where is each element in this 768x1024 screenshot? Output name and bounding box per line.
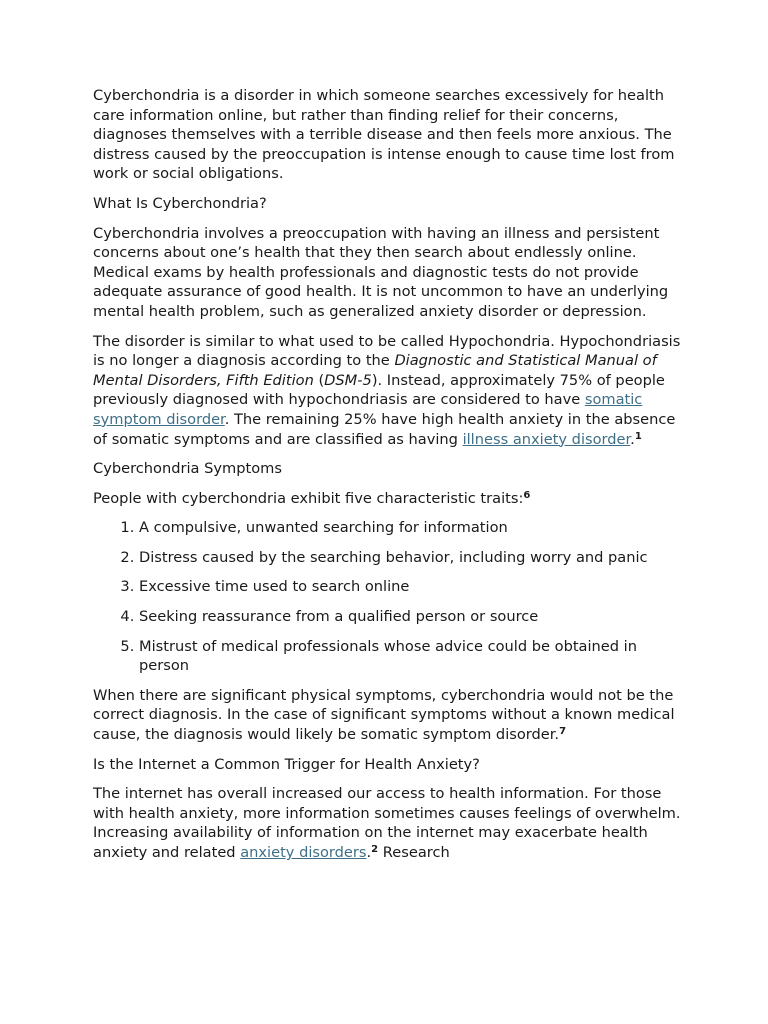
- list-item: 4. Seeking reassurance from a qualified person or source: [139, 607, 683, 627]
- list-item: 2. Distress caused by the searching behavior, including worry and panic: [139, 548, 683, 568]
- text-run: People with cyberchondria exhibit five characteristic traits:: [93, 489, 524, 507]
- citation-marker[interactable]: 7: [559, 726, 567, 738]
- traits-list: [93, 518, 683, 676]
- anxiety-disorders-link[interactable]: anxiety disorders: [240, 844, 367, 861]
- illness-anxiety-disorder-link[interactable]: illness anxiety disorder: [462, 430, 631, 448]
- section-heading-what-is: What Is Cyberchondria?: [93, 194, 267, 212]
- text-run: The internet has overall increased our access to health information. For those with health anxiety, more information sometimes causes feelings of overwhelm. Increasing availability of information on the internet may exacerbate health anxiety and related: [93, 785, 681, 861]
- list-item: 3. Excessive time used to search online: [139, 577, 683, 597]
- citation-marker[interactable]: 1: [634, 430, 642, 442]
- dsm-title: Diagnostic and Statistical Manual of Mental Disorders, Fifth Edition: [93, 352, 657, 389]
- somatic-symptom-disorder-link[interactable]: somatic symptom disorder: [93, 391, 643, 428]
- hypochondria-paragraph: [93, 332, 683, 450]
- text-run: . The remaining 25% have high health anxiety in the absence of somatic symptoms and are classified as having: [93, 410, 676, 448]
- definition-paragraph: Cyberchondria involves a preoccupation with having an illness and persistent concerns about one’s health that they then search about endlessly online. Medical exams by health professionals and diagnostic tests do not provide adequate assurance of good health. It is not uncommon to have an underlying mental health problem, such as generalized anxiety disorder or depression.: [93, 224, 669, 320]
- text-run: .: [630, 430, 635, 448]
- text-run: ). Instead, approximately 75% of people previously diagnosed with hypochondriasis are considered to have: [93, 371, 665, 409]
- citation-marker[interactable]: 6: [523, 489, 531, 501]
- text-run: (: [313, 371, 325, 389]
- text-run: The disorder is similar to what used to be called Hypochondria. Hypochondriasis is no longer a diagnosis according to the: [93, 332, 681, 370]
- diagnosis-paragraph: [93, 686, 683, 745]
- list-item: 1. A compulsive, unwanted searching for information: [139, 518, 683, 538]
- internet-paragraph: [93, 784, 683, 862]
- dsm-abbrev: DSM-5: [324, 371, 372, 389]
- text-run: .: [366, 844, 372, 861]
- list-item: 5. Mistrust of medical professionals whose advice could be obtained in person: [139, 637, 683, 676]
- document-body: [93, 86, 683, 873]
- section-heading-symptoms: Cyberchondria Symptoms: [93, 460, 282, 478]
- citation-marker[interactable]: 2: [371, 844, 379, 855]
- text-run: Research: [378, 844, 450, 861]
- text-run: When there are significant physical symptoms, cyberchondria would not be the correct diagnosis. In the case of significant symptoms without a known medical cause, the diagnosis would likely be somatic symptom disorder.: [93, 686, 675, 744]
- traits-lead-paragraph: [93, 489, 683, 509]
- intro-paragraph: Cyberchondria is a disorder in which someone searches excessively for health care information online, but rather than finding relief for their concerns, diagnoses themselves with a terrible disease and then feels more anxious. The distress caused by the preoccupation is intense enough to cause time lost from work or social obligations.: [93, 87, 675, 183]
- section-heading-internet-trigger: Is the Internet a Common Trigger for Health Anxiety?: [93, 755, 480, 773]
